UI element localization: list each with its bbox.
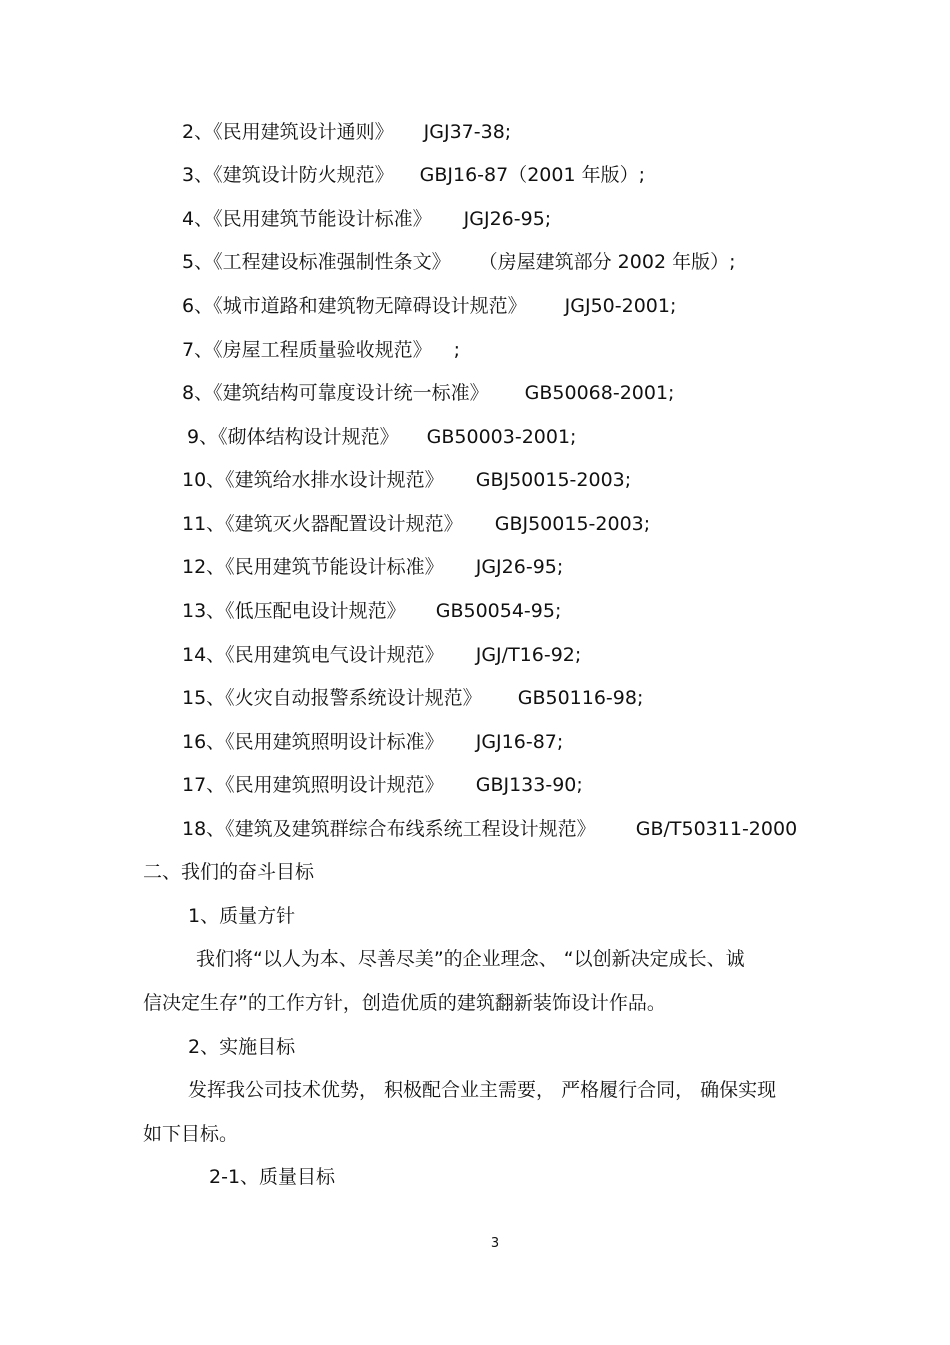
- standard-code: GB50068-2001;: [524, 382, 675, 404]
- standard-title: 4、《民用建筑节能设计标准》: [182, 208, 432, 230]
- standard-title: 9、《砌体结构设计规范》: [187, 426, 399, 448]
- standard-item: [182, 772, 583, 798]
- standard-code: GB50054-95;: [435, 600, 562, 622]
- standard-title: 7、《房屋工程质量验收规范》: [182, 339, 432, 361]
- standard-code: GB/T50311-2000: [635, 818, 798, 840]
- standard-title: 13、《低压配电设计规范》: [182, 600, 406, 622]
- section-heading: 二、我们的奋斗目标: [143, 861, 315, 883]
- paragraph-line: 发挥我公司技术优势， 积极配合业主需要， 严格履行合同， 确保实现: [188, 1079, 777, 1101]
- subsection-heading: 1、质量方针: [188, 905, 296, 927]
- standard-item: [182, 119, 511, 145]
- standard-title: 8、《建筑结构可靠度设计统一标准》: [182, 382, 489, 404]
- standard-item: [187, 424, 576, 450]
- standard-item: [182, 554, 563, 580]
- standard-title: 5、《工程建设标准强制性条文》: [182, 251, 451, 273]
- standard-title: 10、《建筑给水排水设计规范》: [182, 469, 444, 491]
- standard-item: [182, 642, 581, 668]
- paragraph-line: 我们将“以人为本、尽善尽美”的企业理念、 “以创新决定成长、诚: [196, 948, 745, 970]
- standard-code: JGJ26-95;: [475, 556, 564, 578]
- standard-code: JGJ/T16-92;: [475, 644, 582, 666]
- standard-title: 14、《民用建筑电气设计规范》: [182, 644, 444, 666]
- standard-code: JGJ16-87;: [475, 731, 564, 753]
- paragraph-line: 如下目标。: [143, 1123, 239, 1145]
- standard-code: ;: [453, 339, 461, 361]
- page-number: 3: [490, 1236, 500, 1251]
- standard-code: GBJ133-90;: [475, 774, 583, 796]
- standard-item: [182, 816, 797, 842]
- standard-title: 17、《民用建筑照明设计规范》: [182, 774, 444, 796]
- paragraph-line: 信决定生存”的工作方针，创造优质的建筑翻新装饰设计作品。: [143, 992, 666, 1014]
- standard-code: （房屋建筑部分 2002 年版）;: [478, 251, 736, 273]
- standard-title: 6、《城市道路和建筑物无障碍设计规范》: [182, 295, 527, 317]
- standard-code: GBJ50015-2003;: [494, 513, 651, 535]
- standard-item: [182, 729, 563, 755]
- standard-title: 11、《建筑灭火器配置设计规范》: [182, 513, 463, 535]
- standard-code: GB50003-2001;: [426, 426, 577, 448]
- standard-item: [182, 162, 645, 188]
- standard-item: [182, 598, 561, 624]
- standard-item: [182, 511, 650, 537]
- subsection-heading: 2、实施目标: [188, 1036, 296, 1058]
- standard-item: [182, 685, 643, 711]
- standard-title: 12、《民用建筑节能设计标准》: [182, 556, 444, 578]
- standard-item: [182, 293, 676, 319]
- standard-code: JGJ50-2001;: [564, 295, 677, 317]
- standard-title: 16、《民用建筑照明设计标准》: [182, 731, 444, 753]
- standard-title: 18、《建筑及建筑群综合布线系统工程设计规范》: [182, 818, 596, 840]
- standard-title: 3、《建筑设计防火规范》: [182, 164, 394, 186]
- standard-item: [182, 206, 551, 232]
- standard-code: GBJ16-87（2001 年版）;: [419, 164, 646, 186]
- standard-code: JGJ37-38;: [423, 121, 512, 143]
- standard-title: 2、《民用建筑设计通则》: [182, 121, 394, 143]
- standard-title: 15、《火灾自动报警系统设计规范》: [182, 687, 482, 709]
- standard-code: GB50116-98;: [517, 687, 644, 709]
- standard-item: [182, 337, 460, 363]
- subsection-heading: 2-1、质量目标: [209, 1166, 336, 1188]
- standard-item: [182, 249, 735, 275]
- standard-item: [182, 380, 674, 406]
- standard-code: JGJ26-95;: [463, 208, 552, 230]
- standard-code: GBJ50015-2003;: [475, 469, 632, 491]
- standard-item: [182, 467, 631, 493]
